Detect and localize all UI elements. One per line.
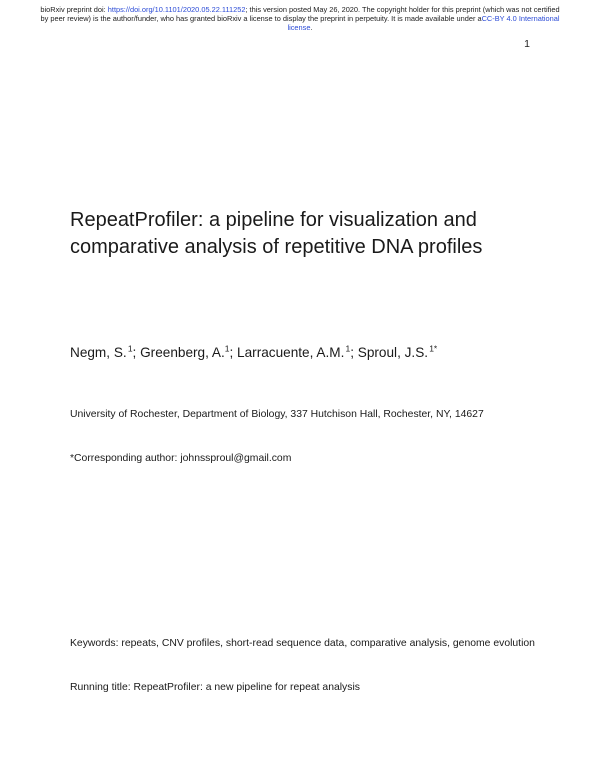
page-number: 1 — [524, 38, 530, 50]
doi-link[interactable]: https://doi.org/10.1101/2020.05.22.111252 — [107, 5, 246, 14]
running-title: Running title: RepeatProfiler: a new pipeline for repeat analysis — [70, 682, 360, 693]
keywords: Keywords: repeats, CNV profiles, short-read sequence data, comparative analysis, genome evolution — [70, 638, 535, 649]
author-name: Sproul, J.S. — [357, 345, 429, 360]
license-link[interactable]: CC-BY 4.0 International license — [287, 14, 560, 32]
author-name: Greenberg, A. — [140, 345, 225, 360]
author-affiliation-mark: 1* — [429, 343, 438, 354]
author-list — [70, 343, 550, 363]
author-name: Larracuente, A.M. — [237, 345, 345, 360]
affiliation: University of Rochester, Department of Biology, 337 Hutchison Hall, Rochester, NY, 14627 — [70, 409, 484, 420]
author-affiliation-mark: 1 — [127, 343, 133, 354]
header-prefix: bioRxiv preprint doi: — [40, 5, 108, 14]
author-separator: ; — [350, 345, 358, 360]
author-name: Negm, S. — [70, 345, 127, 360]
author-affiliation-mark: 1 — [224, 343, 230, 354]
author-separator: ; — [229, 345, 238, 360]
author-separator: ; — [132, 345, 141, 360]
preprint-header — [40, 5, 560, 32]
paper-title: RepeatProfiler: a pipeline for visualization and comparative analysis of repetitive DNA profiles — [70, 209, 483, 258]
header-notice: ; this version posted May 26, 2020. The copyright holder for this preprint (which was not certified by peer review) is the author/funder, who has granted bioRxiv a license to display the preprint in perpetuity. It is made available under a — [40, 5, 560, 23]
author-affiliation-mark: 1 — [345, 343, 351, 354]
header-suffix: . — [310, 23, 313, 32]
corresponding-author: *Corresponding author: johnssproul@gmail.com — [70, 453, 292, 464]
